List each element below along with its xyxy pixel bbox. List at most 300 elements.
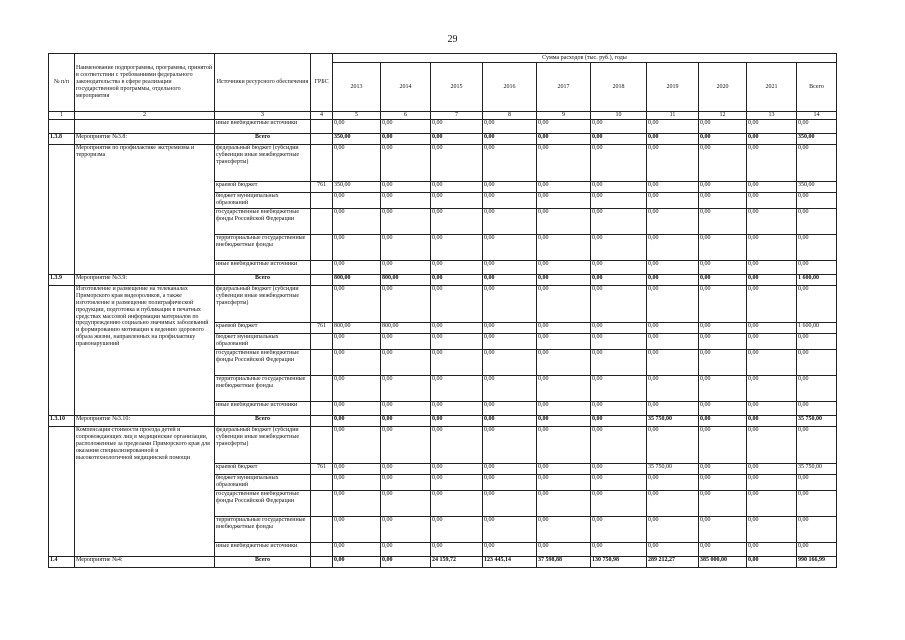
funding-source: краевой бюджет	[215, 182, 311, 193]
grbs-cell	[311, 120, 333, 134]
amount-cell: 0,00	[483, 416, 537, 427]
amount-cell: 0,00	[591, 275, 647, 286]
amount-cell: 0,00	[747, 235, 797, 261]
amount-cell: 0,00	[333, 543, 381, 557]
amount-cell: 0,00	[431, 376, 483, 402]
amount-cell: 0,00	[431, 286, 483, 323]
amount-cell: 0,00	[797, 517, 837, 543]
amount-cell: 0,00	[483, 120, 537, 134]
amount-cell: 0,00	[699, 517, 747, 543]
amount-cell: 0,00	[647, 350, 699, 376]
table-row	[49, 145, 837, 182]
amount-cell: 0,00	[647, 323, 699, 334]
amount-cell: 0,00	[483, 193, 537, 209]
column-number: 2	[75, 112, 215, 120]
amount-cell: 0,00	[699, 235, 747, 261]
amount-cell: 35 750,00	[797, 416, 837, 427]
funding-source: государственные внебюджетные фонды Российской Федерации	[215, 350, 311, 376]
amount-cell: 0,00	[537, 323, 591, 334]
amount-cell: 0,00	[647, 235, 699, 261]
amount-cell: 0,00	[747, 275, 797, 286]
grbs-cell	[311, 416, 333, 427]
amount-cell: 0,00	[537, 427, 591, 464]
amount-cell: 0,00	[747, 286, 797, 323]
amount-cell: 800,00	[381, 275, 431, 286]
column-number: 12	[699, 112, 747, 120]
amount-cell: 0,00	[381, 350, 431, 376]
amount-cell: 35 750,00	[647, 464, 699, 475]
amount-cell: 0,00	[647, 491, 699, 517]
amount-cell: 0,00	[333, 557, 381, 568]
amount-cell: 0,00	[591, 145, 647, 182]
amount-cell: 0,00	[537, 286, 591, 323]
grbs-cell	[311, 475, 333, 491]
page-number: 29	[447, 34, 458, 45]
total-row	[49, 134, 837, 145]
amount-cell: 0,00	[333, 235, 381, 261]
table-row	[49, 120, 837, 134]
expense-group-header: Сумма расходов (тыс. руб.), годы	[333, 54, 837, 63]
amount-cell: 0,00	[647, 517, 699, 543]
amount-cell: 0,00	[797, 235, 837, 261]
amount-cell: 0,00	[333, 286, 381, 323]
amount-cell: 800,00	[381, 323, 431, 334]
amount-cell: 0,00	[537, 145, 591, 182]
amount-cell: 0,00	[381, 193, 431, 209]
amount-cell: 0,00	[699, 491, 747, 517]
funding-source: иные внебюджетные источники	[215, 120, 311, 134]
amount-cell: 0,00	[797, 376, 837, 402]
amount-cell: 0,00	[797, 261, 837, 275]
amount-cell: 0,00	[591, 323, 647, 334]
grbs-cell: 761	[311, 182, 333, 193]
funding-source: иные внебюджетные источники	[215, 402, 311, 416]
amount-cell: 0,00	[797, 334, 837, 350]
funding-source: бюджет муниципальных образований	[215, 193, 311, 209]
amount-cell: 0,00	[537, 182, 591, 193]
amount-cell: 0,00	[333, 193, 381, 209]
total-row	[49, 416, 837, 427]
amount-cell: 0,00	[537, 209, 591, 235]
funding-source: федеральный бюджет (субсидии субвенции иные межбюджетные трансферты)	[215, 427, 311, 464]
amount-cell: 0,00	[797, 209, 837, 235]
header-row-top	[49, 54, 837, 63]
amount-cell: 0,00	[747, 464, 797, 475]
table-row	[49, 427, 837, 464]
amount-cell: 0,00	[483, 427, 537, 464]
amount-cell: 0,00	[699, 402, 747, 416]
col-source-header: Источники ресурсного обеспечения	[215, 54, 311, 112]
amount-cell: 0,00	[483, 402, 537, 416]
amount-cell: 0,00	[699, 427, 747, 464]
funding-source: территориальные государственные внебюджетные фонды	[215, 376, 311, 402]
amount-cell: 0,00	[483, 275, 537, 286]
amount-cell: 0,00	[647, 134, 699, 145]
amount-cell: 0,00	[537, 475, 591, 491]
funding-source: иные внебюджетные источники	[215, 261, 311, 275]
column-number: 13	[747, 112, 797, 120]
amount-cell: 0,00	[647, 402, 699, 416]
amount-cell: 0,00	[591, 464, 647, 475]
amount-cell: 0,00	[381, 543, 431, 557]
amount-cell: 0,00	[747, 323, 797, 334]
amount-cell: 0,00	[591, 416, 647, 427]
amount-cell: 0,00	[483, 350, 537, 376]
column-number: 14	[797, 112, 837, 120]
amount-cell: 0,00	[537, 261, 591, 275]
amount-cell: 0,00	[483, 491, 537, 517]
grbs-cell	[311, 275, 333, 286]
amount-cell: 123 445,14	[483, 557, 537, 568]
amount-cell: 0,00	[381, 235, 431, 261]
empty-cell	[49, 120, 75, 134]
amount-cell: 0,00	[431, 334, 483, 350]
amount-cell: 0,00	[483, 182, 537, 193]
amount-cell: 0,00	[483, 543, 537, 557]
grbs-cell	[311, 543, 333, 557]
amount-cell: 0,00	[537, 376, 591, 402]
column-number: 7	[431, 112, 483, 120]
year-header: 2021	[747, 63, 797, 112]
item-name: Мероприятие №3.9:	[75, 275, 215, 286]
amount-cell: 0,00	[699, 286, 747, 323]
amount-cell: 0,00	[699, 275, 747, 286]
amount-cell: 0,00	[747, 557, 797, 568]
amount-cell: 0,00	[483, 517, 537, 543]
item-index: 1.3.10	[49, 416, 75, 427]
year-header: 2014	[381, 63, 431, 112]
amount-cell: 0,00	[537, 416, 591, 427]
amount-cell: 0,00	[381, 402, 431, 416]
amount-cell: 0,00	[483, 475, 537, 491]
amount-cell: 0,00	[381, 376, 431, 402]
amount-cell: 130 750,98	[591, 557, 647, 568]
amount-cell: 0,00	[431, 323, 483, 334]
amount-cell: 0,00	[381, 475, 431, 491]
amount-cell: 0,00	[747, 402, 797, 416]
amount-cell: 0,00	[591, 209, 647, 235]
funding-source: территориальные государственные внебюджетные фонды	[215, 235, 311, 261]
amount-cell: 0,00	[431, 145, 483, 182]
amount-cell: 0,00	[647, 120, 699, 134]
amount-cell: 350,00	[333, 134, 381, 145]
amount-cell: 0,00	[431, 134, 483, 145]
amount-cell: 0,00	[591, 517, 647, 543]
amount-cell: 0,00	[699, 145, 747, 182]
grbs-cell	[311, 350, 333, 376]
amount-cell: 0,00	[747, 376, 797, 402]
amount-cell: 0,00	[431, 402, 483, 416]
item-description: Изготовление и размещение на телеканалах Приморского края видеороликов, а также изготовление и размещение полиграфической продукции, подготовка и публикация в печатных средствах массовой информации материалов по предупреждению социально значимых заболеваний и формированию мотивации к ведению здорового образа жизни, направленных на профилактику правонарушений	[75, 286, 215, 416]
empty-cell	[75, 120, 215, 134]
total-row	[49, 275, 837, 286]
amount-cell: 0,00	[647, 275, 699, 286]
item-index: 1.3.8	[49, 134, 75, 145]
amount-cell: 0,00	[333, 261, 381, 275]
amount-cell: 0,00	[381, 120, 431, 134]
amount-cell: 0,00	[381, 491, 431, 517]
amount-cell: 385 000,00	[699, 557, 747, 568]
amount-cell: 0,00	[699, 376, 747, 402]
amount-cell: 350,00	[797, 134, 837, 145]
amount-cell: 0,00	[431, 416, 483, 427]
amount-cell: 0,00	[747, 182, 797, 193]
amount-cell: 0,00	[591, 235, 647, 261]
amount-cell: 0,00	[483, 209, 537, 235]
amount-cell: 0,00	[797, 286, 837, 323]
amount-cell: 0,00	[483, 145, 537, 182]
amount-cell: 0,00	[381, 145, 431, 182]
amount-cell: 0,00	[747, 120, 797, 134]
amount-cell: 0,00	[747, 416, 797, 427]
column-number: 3	[215, 112, 311, 120]
amount-cell: 0,00	[797, 120, 837, 134]
amount-cell: 0,00	[431, 491, 483, 517]
year-header: Всего	[797, 63, 837, 112]
amount-cell: 0,00	[699, 134, 747, 145]
amount-cell: 0,00	[797, 193, 837, 209]
amount-cell: 0,00	[537, 402, 591, 416]
amount-cell: 37 598,88	[537, 557, 591, 568]
amount-cell: 0,00	[591, 543, 647, 557]
amount-cell: 0,00	[333, 416, 381, 427]
grbs-cell: 761	[311, 323, 333, 334]
amount-cell: 0,00	[591, 286, 647, 323]
amount-cell: 0,00	[431, 275, 483, 286]
amount-cell: 0,00	[591, 402, 647, 416]
column-number: 5	[333, 112, 381, 120]
amount-cell: 0,00	[381, 286, 431, 323]
amount-cell: 0,00	[647, 286, 699, 323]
amount-cell: 0,00	[381, 209, 431, 235]
budget-table	[48, 53, 837, 568]
table-body	[49, 120, 837, 568]
grbs-cell	[311, 209, 333, 235]
amount-cell: 0,00	[483, 334, 537, 350]
column-number-row	[49, 112, 837, 120]
amount-cell: 0,00	[747, 475, 797, 491]
amount-cell: 0,00	[747, 145, 797, 182]
amount-cell: 0,00	[591, 261, 647, 275]
grbs-cell	[311, 557, 333, 568]
amount-cell: 0,00	[333, 491, 381, 517]
item-description: Мероприятия по профилактике экстремизма и терроризма	[75, 145, 215, 275]
amount-cell: 0,00	[431, 261, 483, 275]
item-name: Мероприятие №4:	[75, 557, 215, 568]
amount-cell: 0,00	[647, 475, 699, 491]
funding-source: федеральный бюджет (субсидии субвенции иные межбюджетные трансферты)	[215, 286, 311, 323]
table-row	[49, 286, 837, 323]
amount-cell: 0,00	[647, 182, 699, 193]
amount-cell: 0,00	[483, 235, 537, 261]
amount-cell: 0,00	[699, 209, 747, 235]
grbs-cell	[311, 193, 333, 209]
amount-cell: 0,00	[591, 376, 647, 402]
amount-cell: 35 750,00	[647, 416, 699, 427]
amount-cell: 0,00	[591, 334, 647, 350]
grbs-cell	[311, 427, 333, 464]
amount-cell: 0,00	[747, 427, 797, 464]
column-number: 6	[381, 112, 431, 120]
amount-cell: 0,00	[747, 193, 797, 209]
amount-cell: 0,00	[381, 334, 431, 350]
amount-cell: 0,00	[591, 120, 647, 134]
amount-cell: 0,00	[647, 543, 699, 557]
funding-source: Всего	[215, 416, 311, 427]
amount-cell: 0,00	[591, 193, 647, 209]
year-header: 2013	[333, 63, 381, 112]
total-row	[49, 557, 837, 568]
funding-source: бюджет муниципальных образований	[215, 475, 311, 491]
amount-cell: 0,00	[333, 350, 381, 376]
amount-cell: 0,00	[699, 120, 747, 134]
funding-source: Всего	[215, 557, 311, 568]
amount-cell: 0,00	[591, 427, 647, 464]
amount-cell: 0,00	[431, 464, 483, 475]
amount-cell: 0,00	[699, 193, 747, 209]
amount-cell: 0,00	[591, 491, 647, 517]
grbs-cell	[311, 376, 333, 402]
amount-cell: 0,00	[431, 350, 483, 376]
item-description: Компенсация стоимости проезда детей и сопровождающих лиц в медицинские организации, расположенные за пределами Приморского края для оказания специализированной и высокотехнологичной медицинской помощи	[75, 427, 215, 557]
amount-cell: 0,00	[797, 145, 837, 182]
amount-cell: 0,00	[647, 376, 699, 402]
amount-cell: 0,00	[333, 120, 381, 134]
amount-cell: 800,00	[333, 323, 381, 334]
column-number: 4	[311, 112, 333, 120]
amount-cell: 0,00	[699, 334, 747, 350]
amount-cell: 0,00	[747, 543, 797, 557]
amount-cell: 0,00	[537, 464, 591, 475]
amount-cell: 24 159,72	[431, 557, 483, 568]
column-number: 11	[647, 112, 699, 120]
amount-cell: 0,00	[537, 275, 591, 286]
amount-cell: 0,00	[647, 145, 699, 182]
amount-cell: 289 212,27	[647, 557, 699, 568]
amount-cell: 0,00	[647, 209, 699, 235]
amount-cell: 0,00	[797, 427, 837, 464]
year-header: 2017	[537, 63, 591, 112]
amount-cell: 0,00	[647, 261, 699, 275]
funding-source: Всего	[215, 275, 311, 286]
funding-source: иные внебюджетные источники	[215, 543, 311, 557]
amount-cell: 1 600,00	[797, 275, 837, 286]
amount-cell: 0,00	[381, 464, 431, 475]
amount-cell: 0,00	[333, 517, 381, 543]
amount-cell: 990 166,99	[797, 557, 837, 568]
amount-cell: 0,00	[333, 145, 381, 182]
amount-cell: 0,00	[797, 475, 837, 491]
amount-cell: 0,00	[431, 193, 483, 209]
item-name: Мероприятие №3.8:	[75, 134, 215, 145]
amount-cell: 0,00	[381, 557, 431, 568]
amount-cell: 0,00	[699, 350, 747, 376]
funding-source: краевой бюджет	[215, 323, 311, 334]
amount-cell: 0,00	[431, 120, 483, 134]
amount-cell: 0,00	[699, 543, 747, 557]
amount-cell: 0,00	[747, 517, 797, 543]
funding-source: Всего	[215, 134, 311, 145]
grbs-cell	[311, 261, 333, 275]
grbs-cell	[311, 235, 333, 261]
amount-cell: 0,00	[483, 286, 537, 323]
amount-cell: 0,00	[333, 464, 381, 475]
amount-cell: 0,00	[747, 134, 797, 145]
amount-cell: 0,00	[699, 475, 747, 491]
year-header: 2020	[699, 63, 747, 112]
year-header: 2015	[431, 63, 483, 112]
amount-cell: 0,00	[647, 193, 699, 209]
amount-cell: 0,00	[537, 193, 591, 209]
empty-cell	[49, 145, 75, 275]
empty-cell	[49, 427, 75, 557]
column-number: 1	[49, 112, 75, 120]
amount-cell: 0,00	[591, 134, 647, 145]
amount-cell: 0,00	[747, 209, 797, 235]
amount-cell: 0,00	[431, 427, 483, 464]
amount-cell: 0,00	[333, 475, 381, 491]
amount-cell: 0,00	[483, 323, 537, 334]
amount-cell: 0,00	[537, 517, 591, 543]
amount-cell: 0,00	[431, 475, 483, 491]
column-number: 9	[537, 112, 591, 120]
amount-cell: 0,00	[381, 261, 431, 275]
amount-cell: 0,00	[333, 427, 381, 464]
amount-cell: 0,00	[483, 464, 537, 475]
column-number: 8	[483, 112, 537, 120]
amount-cell: 0,00	[537, 134, 591, 145]
amount-cell: 0,00	[483, 134, 537, 145]
amount-cell: 0,00	[797, 402, 837, 416]
amount-cell: 0,00	[797, 543, 837, 557]
amount-cell: 0,00	[537, 235, 591, 261]
amount-cell: 0,00	[431, 543, 483, 557]
amount-cell: 0,00	[747, 491, 797, 517]
amount-cell: 0,00	[381, 427, 431, 464]
grbs-cell	[311, 517, 333, 543]
year-header: 2016	[483, 63, 537, 112]
amount-cell: 800,00	[333, 275, 381, 286]
amount-cell: 0,00	[537, 334, 591, 350]
amount-cell: 0,00	[431, 209, 483, 235]
amount-cell: 0,00	[333, 376, 381, 402]
amount-cell: 0,00	[797, 350, 837, 376]
grbs-cell	[311, 286, 333, 323]
amount-cell: 0,00	[699, 182, 747, 193]
amount-cell: 0,00	[381, 134, 431, 145]
amount-cell: 0,00	[333, 402, 381, 416]
amount-cell: 0,00	[483, 376, 537, 402]
amount-cell: 35 750,00	[797, 464, 837, 475]
item-name: Мероприятие №3.10:	[75, 416, 215, 427]
amount-cell: 0,00	[537, 120, 591, 134]
funding-source: бюджет муниципальных образований	[215, 334, 311, 350]
item-index: 1.4	[49, 557, 75, 568]
grbs-cell	[311, 145, 333, 182]
funding-source: территориальные государственные внебюджетные фонды	[215, 517, 311, 543]
grbs-cell	[311, 491, 333, 517]
amount-cell: 0,00	[797, 491, 837, 517]
grbs-cell: 761	[311, 464, 333, 475]
grbs-cell	[311, 134, 333, 145]
amount-cell: 0,00	[333, 334, 381, 350]
amount-cell: 0,00	[483, 261, 537, 275]
amount-cell: 0,00	[381, 517, 431, 543]
year-header: 2018	[591, 63, 647, 112]
amount-cell: 0,00	[591, 350, 647, 376]
col-name-header: Наименование подпрограммы, программы, принятой в соответствии с требованиями федерального законодательства в сфере реализации государственной программы, отдельного мероприятия	[75, 54, 215, 112]
amount-cell: 0,00	[747, 334, 797, 350]
